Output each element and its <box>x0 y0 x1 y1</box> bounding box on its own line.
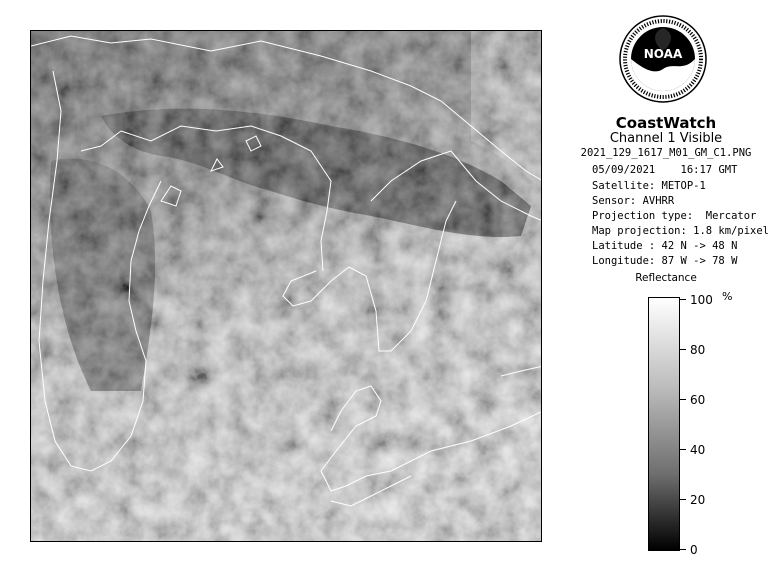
channel-label: Channel 1 Visible <box>609 131 723 146</box>
colorbar-tick <box>680 299 686 300</box>
brand-title: CoastWatch <box>615 114 717 132</box>
map-canvas <box>31 31 542 542</box>
colorbar-tick-label: 40 <box>690 443 706 457</box>
colorbar-unit: % <box>722 290 733 303</box>
cloud-texture <box>31 31 542 542</box>
date-value: 05/09/2021 <box>592 164 656 176</box>
colorbar-tick <box>680 549 686 550</box>
colorbar-tick <box>680 399 686 400</box>
logo-text: NOAA <box>643 47 683 61</box>
colorbar-tick-label: 80 <box>690 343 706 357</box>
time-value: 16:17 GMT <box>680 164 738 176</box>
longitude-label: Longitude: 87 W -> 78 W <box>592 255 738 267</box>
satellite-label: Satellite: METOP-1 <box>592 180 706 192</box>
sensor-label: Sensor: AVHRR <box>592 195 675 207</box>
colorbar-tick-label: 60 <box>690 393 706 407</box>
colorbar-tick <box>680 449 686 450</box>
latitude-label: Latitude : 42 N -> 48 N <box>592 240 738 252</box>
satellite-image <box>30 30 542 542</box>
colorbar-tick <box>680 349 686 350</box>
file-name: 2021_129_1617_M01_GM_C1.PNG <box>580 147 752 159</box>
colorbar-tick-label: 100 <box>690 293 713 307</box>
colorbar-tick <box>680 499 686 500</box>
colorbar-tick-label: 0 <box>690 543 698 557</box>
date-time <box>592 164 737 176</box>
noaa-logo <box>618 14 708 104</box>
map-projection-label: Map projection: 1.8 km/pixel <box>592 225 770 237</box>
colorbar <box>648 297 680 551</box>
colorbar-title: Reflectance <box>635 272 697 284</box>
projection-type-label: Projection type: Mercator <box>592 210 757 222</box>
colorbar-tick-label: 20 <box>690 493 706 507</box>
